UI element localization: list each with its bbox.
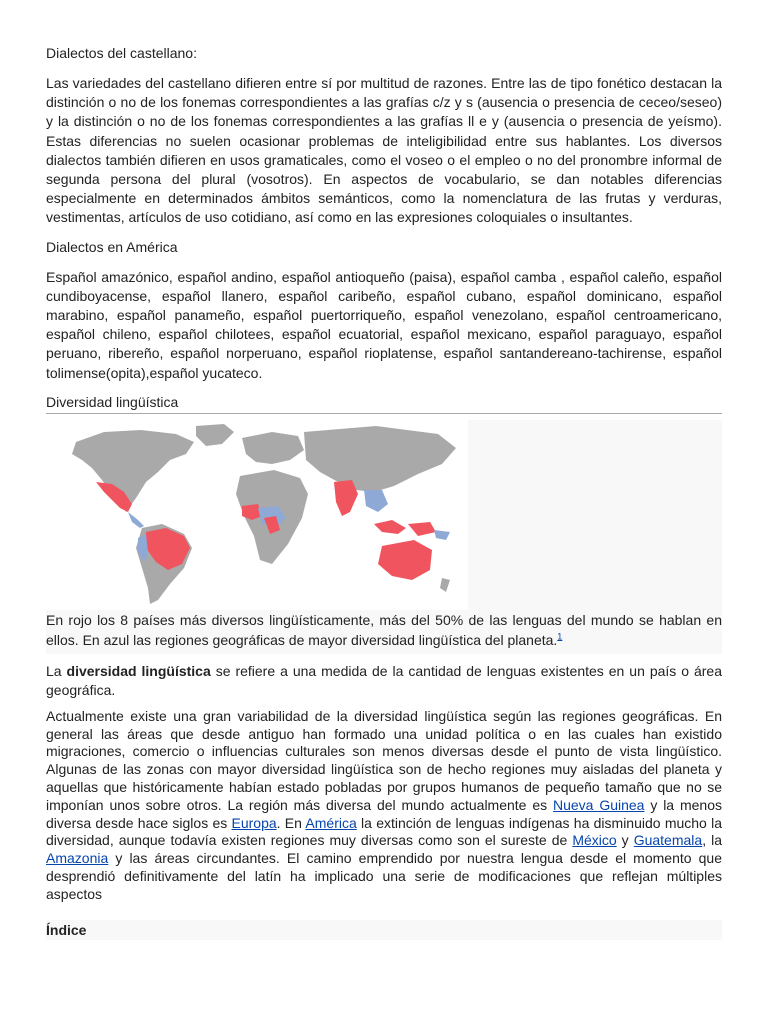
paragraph-definition: La diversidad lingüística se refiere a una medida de la cantidad de lenguas existentes en un país o área geográfica. <box>46 662 722 698</box>
paragraph-variabilidad: Actualmente existe una gran variabilidad de la diversidad lingüística según las regiones geográficas. En general las áreas que desde antiguo han formado una unidad política o en las cuales han existido migraciones, comercio o influencias culturales son menos diversas desde el punto de vista lingüístico. Algunas de las zonas con mayor diversidad lingüística son de hecho regiones muy aisladas del planeta y aquellas que históricamente habían estado pobladas por grupos humanos de pequeño tamaño que no se imponían unos sobre otros. La región más diversa del mundo actualmente es Nueva Guinea y la menos diversa desde hace siglos es Europa. En América la extinción de lenguas indígenas ha disminuido mucho la diversidad, aunque todavía existen regiones muy diversas como son el sureste de México y Guatemala, la Amazonia y las áreas circundantes. El camino emprendido por nuestra lengua desde el momento que desprendió definitivamente del latín ha implicado una serie de modificaciones que reflejan múltiples aspectos <box>46 707 722 902</box>
section-title-diversidad: Diversidad lingüística <box>46 393 722 414</box>
paragraph-dialectos-castellano: Las variedades del castellano difieren entre sí por multitud de razones. Entre las de tipo fonético destacan la distinción o no de los fonemas correspondientes a las grafías c/z y s (ausencia o presencia de ceceo/seseo) y la distinción o no de los fonemas correspondientes a las grafías ll e y (ausencia o presencia de yeísmo). Estas diferencias no suelen ocasionar problemas de inteligibilidad entre sus hablantes. Los diversos dialectos también difieren en usos gramaticales, como el voseo o el empleo o no del pronombre informal de segunda persona del plural (vosotros). En aspectos de vocabulario, se dan notables diferencias especialmente en determinados ámbitos semánticos, como la nomenclatura de las frutas y verduras, vestimentas, artículos de uso cotidiano, así como en las expresiones coloquiales o insultantes. <box>46 75 722 226</box>
section-title-dialectos-america: Dialectos en América <box>46 238 178 255</box>
link-europa[interactable]: Europa <box>231 814 277 831</box>
link-guatemala[interactable]: Guatemala <box>633 832 703 849</box>
section-title-dialectos-castellano: Dialectos del castellano: <box>46 45 197 61</box>
map-caption <box>46 610 722 654</box>
article <box>46 44 722 940</box>
map-caption-text: En rojo los 8 países más diversos lingüísticamente, más del 50% de las lenguas del mundo se hablan en ellos. En azul las regiones geográficas de mayor diversidad lingüística del planeta. <box>46 611 722 648</box>
term-diversidad-linguistica: diversidad lingüística <box>66 662 211 679</box>
world-map-icon <box>46 420 468 610</box>
footnote-link-1[interactable]: 1 <box>557 631 563 642</box>
table-of-contents-title[interactable]: Índice <box>46 920 722 940</box>
link-america[interactable]: América <box>305 814 357 831</box>
world-map-image[interactable] <box>46 420 468 610</box>
map-figure <box>46 420 722 610</box>
paragraph-dialectos-america: Español amazónico, español andino, español antioqueño (paisa), español camba , español caleño, español cundiboyacense, español llanero, español caribeño, español cubano, español dominicano, español marabino, español panameño, español puertorriqueño, español venezolano, español centroamericano, español chileno, español chilotees, español ecuatorial, español mexicano, español paraguayo, español peruano, ribereño, español norperuano, español rioplatense, español santandereano-tachirense, español tolimense(opita),español yucateco. <box>46 268 722 381</box>
link-amazonia[interactable]: Amazonia <box>46 850 109 867</box>
link-nueva-guinea[interactable]: Nueva Guinea <box>552 796 645 813</box>
link-mexico[interactable]: México <box>572 832 617 849</box>
